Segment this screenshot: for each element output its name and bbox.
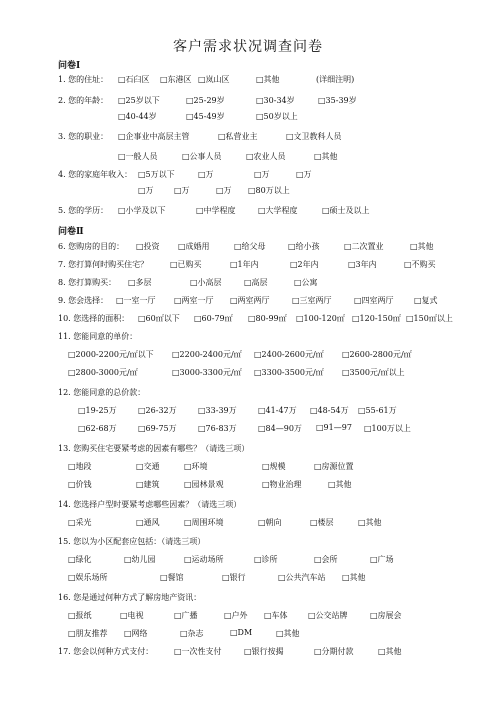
option-checkbox[interactable]: □公交站牌: [308, 611, 348, 620]
option-checkbox[interactable]: □3300-3500元/㎡: [254, 368, 324, 377]
option-checkbox[interactable]: □一般人员: [118, 152, 158, 161]
option-checkbox[interactable]: □26-32万: [138, 406, 177, 415]
option-checkbox[interactable]: □33-39万: [198, 406, 237, 415]
option-checkbox[interactable]: □私营业主: [218, 132, 258, 141]
question-label: 6. 您购房的目的：: [58, 242, 125, 251]
option-checkbox[interactable]: □分期付款: [314, 647, 354, 656]
option-checkbox[interactable]: □48-54万: [310, 406, 349, 415]
option-checkbox[interactable]: □万: [174, 186, 190, 195]
option-checkbox[interactable]: □不购买: [404, 260, 436, 269]
option-checkbox[interactable]: □45-49岁: [186, 112, 225, 121]
option-checkbox[interactable]: □2000-2200元/㎡以下: [68, 350, 154, 359]
option-checkbox[interactable]: □公寓: [294, 278, 318, 287]
option-checkbox[interactable]: □多层: [128, 278, 152, 287]
option-checkbox[interactable]: □高层: [244, 278, 268, 287]
option-checkbox[interactable]: □91—97: [316, 423, 352, 432]
option-checkbox[interactable]: □物业治理: [262, 480, 302, 489]
option-checkbox[interactable]: □其他: [328, 480, 352, 489]
option-checkbox[interactable]: □交通: [136, 462, 160, 471]
question-label: 4. 您的家庭年收入：: [58, 170, 133, 179]
question-label: 8. 您打算购买：: [58, 278, 117, 287]
option-checkbox[interactable]: □环境: [184, 462, 208, 471]
question-label: 11. 您能同意的单价：: [58, 332, 138, 341]
option-checkbox[interactable]: □朝向: [258, 518, 282, 527]
option-checkbox[interactable]: □万: [198, 170, 214, 179]
option-checkbox[interactable]: □小高层: [190, 278, 222, 287]
question-label: 12. 您能同意的总价款：: [58, 388, 146, 397]
option-checkbox[interactable]: □25岁以下: [118, 96, 160, 105]
option-checkbox[interactable]: □会所: [314, 555, 338, 564]
question-label: 7. 您打算何时购买住宅？: [58, 260, 149, 269]
option-checkbox[interactable]: □报纸: [68, 611, 92, 620]
option-checkbox[interactable]: □2400-2600元/㎡: [254, 350, 324, 359]
option-checkbox[interactable]: □通风: [136, 518, 160, 527]
page-title: 客户需求状况调查问卷: [173, 39, 323, 55]
option-checkbox[interactable]: □一室一厅: [116, 296, 156, 305]
option-checkbox[interactable]: □文卫教科人员: [286, 132, 342, 141]
option-checkbox[interactable]: □60-79㎡: [194, 314, 233, 323]
option-checkbox[interactable]: □其他: [358, 518, 382, 527]
option-checkbox[interactable]: □地段: [68, 462, 92, 471]
option-checkbox[interactable]: □网络: [124, 629, 148, 638]
option-checkbox[interactable]: □3000-3300元/㎡: [172, 368, 242, 377]
option-checkbox[interactable]: □DM: [230, 628, 253, 637]
option-checkbox[interactable]: □二次置业: [344, 242, 384, 251]
option-checkbox[interactable]: □万: [254, 170, 270, 179]
option-checkbox[interactable]: □电视: [120, 611, 144, 620]
option-checkbox[interactable]: □幼儿园: [124, 555, 156, 564]
question-label: 13. 您购买住宅要紧考虑的因素有哪些？（请选三项）: [58, 444, 250, 453]
option-checkbox[interactable]: □40-44岁: [118, 112, 157, 121]
option-checkbox[interactable]: □复式: [414, 296, 438, 305]
option-checkbox[interactable]: □2800-3000元/㎡: [68, 368, 138, 377]
question-label: 17. 您会以何种方式支付：: [58, 647, 154, 656]
option-checkbox[interactable]: □东港区: [160, 75, 192, 84]
option-checkbox[interactable]: □80万以上: [248, 186, 290, 195]
option-checkbox[interactable]: □2600-2800元/㎡: [342, 350, 412, 359]
question-label: 2. 您的年龄：: [58, 96, 109, 105]
option-checkbox[interactable]: □成婚用: [178, 242, 210, 251]
option-checkbox[interactable]: □84—90万: [258, 424, 302, 433]
option-checkbox[interactable]: □62-68万: [78, 424, 117, 433]
section-heading-2: 问卷Ⅱ: [58, 227, 84, 237]
option-checkbox[interactable]: □企事业中高层主管: [118, 132, 190, 141]
option-checkbox[interactable]: □楼层: [310, 518, 334, 527]
option-checkbox[interactable]: □80-99㎡: [248, 314, 287, 323]
option-checkbox[interactable]: □两室两厅: [230, 296, 270, 305]
option-checkbox[interactable]: □120-150㎡: [352, 314, 401, 323]
option-checkbox[interactable]: □两室一厅: [174, 296, 214, 305]
option-checkbox[interactable]: □2年内: [290, 260, 319, 269]
option-checkbox[interactable]: □其他: [410, 242, 434, 251]
question-label: 1. 您的住址：: [58, 75, 109, 84]
option-checkbox[interactable]: □3年内: [348, 260, 377, 269]
option-checkbox[interactable]: □周围环境: [184, 518, 224, 527]
option-checkbox[interactable]: □规模: [262, 462, 286, 471]
option-checkbox[interactable]: □大学程度: [258, 206, 298, 215]
option-checkbox[interactable]: □万: [216, 186, 232, 195]
option-checkbox[interactable]: □户外: [224, 611, 248, 620]
option-checkbox[interactable]: □房展会: [370, 611, 402, 620]
option-checkbox[interactable]: □投资: [136, 242, 160, 251]
option-checkbox[interactable]: □公共汽车站: [278, 573, 326, 582]
option-checkbox[interactable]: □农业人员: [246, 152, 286, 161]
option-checkbox[interactable]: □公事人员: [182, 152, 222, 161]
option-checkbox[interactable]: □5万以下: [138, 170, 175, 179]
option-checkbox[interactable]: □中学程度: [196, 206, 236, 215]
option-checkbox[interactable]: □园林景观: [184, 480, 224, 489]
question-label: 10. 您选择的面积：: [58, 314, 130, 323]
option-checkbox[interactable]: □19-25万: [78, 406, 117, 415]
option-checkbox[interactable]: □150㎡以上: [406, 314, 453, 323]
option-checkbox[interactable]: □车体: [264, 611, 288, 620]
option-checkbox[interactable]: □一次性支付: [174, 647, 222, 656]
option-checkbox[interactable]: □建筑: [136, 480, 160, 489]
option-checkbox[interactable]: □杂志: [180, 629, 204, 638]
question-label: 15. 您以为小区配套应包括：（请选三项）: [58, 537, 206, 546]
option-checkbox[interactable]: □万: [138, 186, 154, 195]
option-checkbox[interactable]: □石臼区: [118, 75, 150, 84]
option-checkbox[interactable]: □四室两厅: [354, 296, 394, 305]
option-checkbox[interactable]: □41-47万: [258, 406, 297, 415]
option-checkbox[interactable]: □3500元/㎡以上: [342, 368, 405, 377]
option-checkbox[interactable]: □25-29岁: [186, 96, 225, 105]
option-checkbox[interactable]: □100万以上: [364, 424, 411, 433]
option-checkbox[interactable]: □娱乐场所: [68, 573, 108, 582]
option-checkbox[interactable]: □小学及以下: [118, 206, 166, 215]
option-checkbox[interactable]: □岚山区: [198, 75, 230, 84]
option-checkbox[interactable]: □三室两厅: [292, 296, 332, 305]
option-checkbox[interactable]: □房源位置: [314, 462, 354, 471]
option-checkbox[interactable]: □100-120㎡: [296, 314, 345, 323]
option-checkbox[interactable]: □69-75万: [138, 424, 177, 433]
option-checkbox[interactable]: □2200-2400元/㎡: [172, 350, 242, 359]
option-checkbox[interactable]: □其他: [256, 75, 280, 84]
option-checkbox[interactable]: □其他: [314, 152, 338, 161]
option-checkbox[interactable]: □35-39岁: [318, 96, 357, 105]
option-checkbox[interactable]: □60㎡以下: [138, 314, 180, 323]
option-checkbox[interactable]: □其他: [342, 573, 366, 582]
option-checkbox[interactable]: □给父母: [234, 242, 266, 251]
option-checkbox[interactable]: □硕士及以上: [322, 206, 370, 215]
option-note: (详细注明): [316, 75, 355, 84]
question-label: 14. 您选择户型时要紧考虑哪些因素？（请选三项）: [58, 500, 242, 509]
question-label: 16. 您是通过何种方式了解房地产资讯：: [58, 593, 202, 602]
option-checkbox[interactable]: □55-61万: [358, 406, 397, 415]
option-checkbox[interactable]: □已购买: [170, 260, 202, 269]
option-checkbox[interactable]: □广场: [370, 555, 394, 564]
option-checkbox[interactable]: □1年内: [230, 260, 259, 269]
question-label: 3. 您的职业：: [58, 132, 109, 141]
question-label: 9. 您会选择：: [58, 296, 109, 305]
option-checkbox[interactable]: □朋友推荐: [68, 629, 108, 638]
option-checkbox[interactable]: □价钱: [68, 480, 92, 489]
option-checkbox[interactable]: □银行: [222, 573, 246, 582]
option-checkbox[interactable]: □运动场所: [184, 555, 224, 564]
section-heading-1: 问卷Ⅰ: [58, 61, 81, 71]
option-checkbox[interactable]: □给小孩: [288, 242, 320, 251]
option-checkbox[interactable]: □采光: [68, 518, 92, 527]
option-checkbox[interactable]: □万: [296, 170, 312, 179]
option-checkbox[interactable]: □50岁以上: [256, 112, 298, 121]
option-checkbox[interactable]: □其他: [276, 629, 300, 638]
option-checkbox[interactable]: □银行按揭: [244, 647, 284, 656]
option-checkbox[interactable]: □其他: [378, 647, 402, 656]
option-checkbox[interactable]: □餐馆: [160, 573, 184, 582]
option-checkbox[interactable]: □绿化: [68, 555, 92, 564]
option-checkbox[interactable]: □诊所: [254, 555, 278, 564]
question-label: 5. 您的学历：: [58, 206, 109, 215]
option-checkbox[interactable]: □广播: [174, 611, 198, 620]
option-checkbox[interactable]: □76-83万: [198, 424, 237, 433]
option-checkbox[interactable]: □30-34岁: [256, 96, 295, 105]
